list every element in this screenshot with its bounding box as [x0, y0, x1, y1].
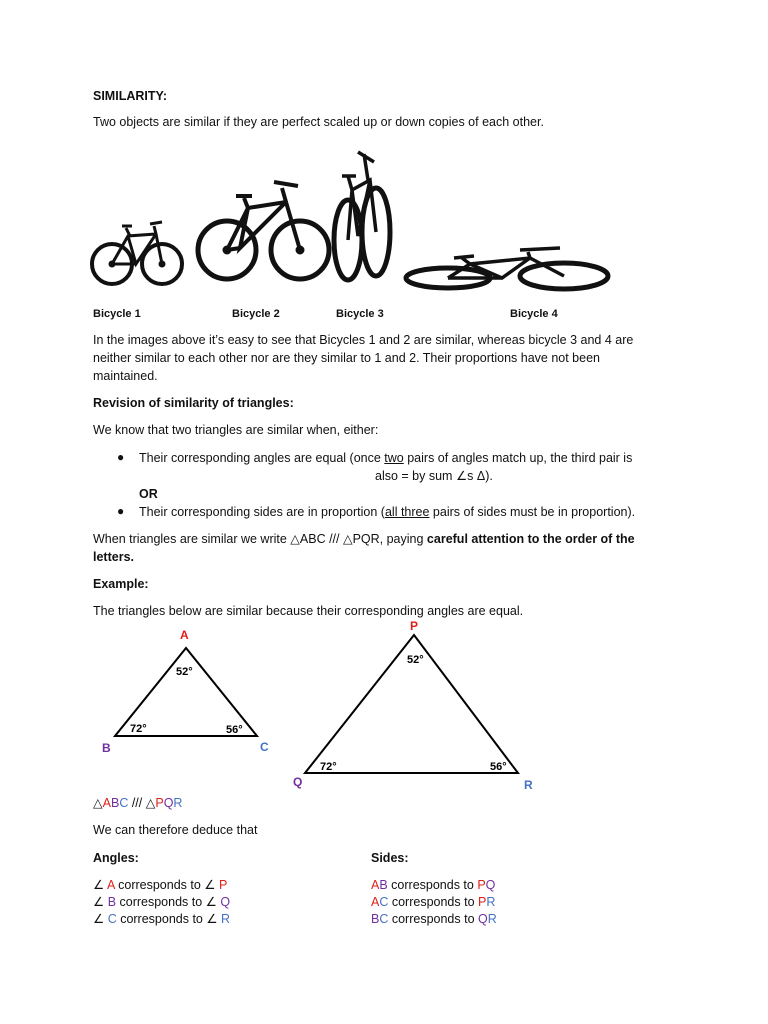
angle-r: 56° — [490, 761, 507, 773]
criterion-angles: Their corresponding angles are equal (once two pairs of angles match up, the third pair is — [139, 451, 633, 465]
bicycle-4-label: Bicycle 4 — [510, 308, 558, 320]
notation-text: When triangles are similar we write △ABC /// △PQR, paying careful attention to the order of the — [93, 532, 635, 546]
example-heading: Example: — [93, 577, 149, 591]
angles-heading: Angles: — [93, 851, 139, 865]
page-heading: SIMILARITY: — [93, 89, 168, 103]
angle-correspondence-row: ∠ B corresponds to ∠ Q — [93, 895, 231, 909]
intro-text: Two objects are similar if they are perfect scaled up or down copies of each other. — [93, 115, 544, 129]
side-correspondence-row: AC corresponds to PR — [371, 895, 496, 909]
bicycles-illustration — [90, 140, 620, 305]
revision-intro: We know that two triangles are similar when, either: — [93, 423, 379, 437]
triangle-pqr — [293, 620, 533, 792]
paragraph-line: neither similar to each other nor are they similar to 1 and 2. Their proportions have not been — [93, 351, 600, 365]
notation-text-cont: letters. — [93, 550, 134, 564]
deduce-text: We can therefore deduce that — [93, 823, 258, 837]
vertex-b: B — [102, 741, 111, 755]
triangles-diagram — [90, 620, 550, 800]
angle-a: 52° — [176, 666, 193, 678]
bullet-icon: ● — [117, 504, 125, 518]
bicycle-1-label: Bicycle 1 — [93, 308, 141, 320]
vertex-r: R — [524, 778, 533, 792]
side-correspondence-row: BC corresponds to QR — [371, 912, 497, 926]
vertex-c: C — [260, 740, 269, 754]
criterion-sides: Their corresponding sides are in proportion (all three pairs of sides must be in proportion). — [139, 505, 636, 519]
triangle-abc — [102, 628, 269, 755]
angle-correspondence-row: ∠ A corresponds to ∠ P — [93, 878, 228, 892]
bicycle-3-label: Bicycle 3 — [336, 308, 384, 320]
vertex-a: A — [180, 628, 189, 642]
example-text: The triangles below are similar because their corresponding angles are equal. — [93, 604, 524, 618]
sides-heading: Sides: — [371, 851, 409, 865]
bullet-icon: ● — [117, 450, 125, 464]
angle-c: 56° — [226, 724, 243, 736]
angle-p: 52° — [407, 654, 424, 666]
vertex-p: P — [410, 620, 419, 633]
paragraph-line: maintained. — [93, 369, 158, 383]
angle-b: 72° — [130, 723, 147, 735]
bicycle-4-image — [406, 248, 608, 289]
angle-q: 72° — [320, 761, 337, 773]
paragraph-line: In the images above it’s easy to see that Bicycles 1 and 2 are similar, whereas bicycle 3 and 4 are — [93, 333, 634, 347]
bicycle-2-label: Bicycle 2 — [232, 308, 280, 320]
revision-heading: Revision of similarity of triangles: — [93, 396, 294, 410]
bicycle-1-image — [92, 222, 182, 284]
angle-correspondence-row: ∠ C corresponds to ∠ R — [93, 912, 231, 926]
bicycle-3-image — [334, 152, 390, 280]
vertex-q: Q — [293, 775, 303, 789]
side-correspondence-row: AB corresponds to PQ — [371, 878, 496, 892]
similarity-statement: △ABC /// △PQR — [93, 796, 183, 810]
bicycle-2-image — [198, 182, 329, 279]
or-label: OR — [139, 487, 158, 501]
criterion-angles-cont: also = by sum ∠s Δ). — [375, 469, 493, 483]
